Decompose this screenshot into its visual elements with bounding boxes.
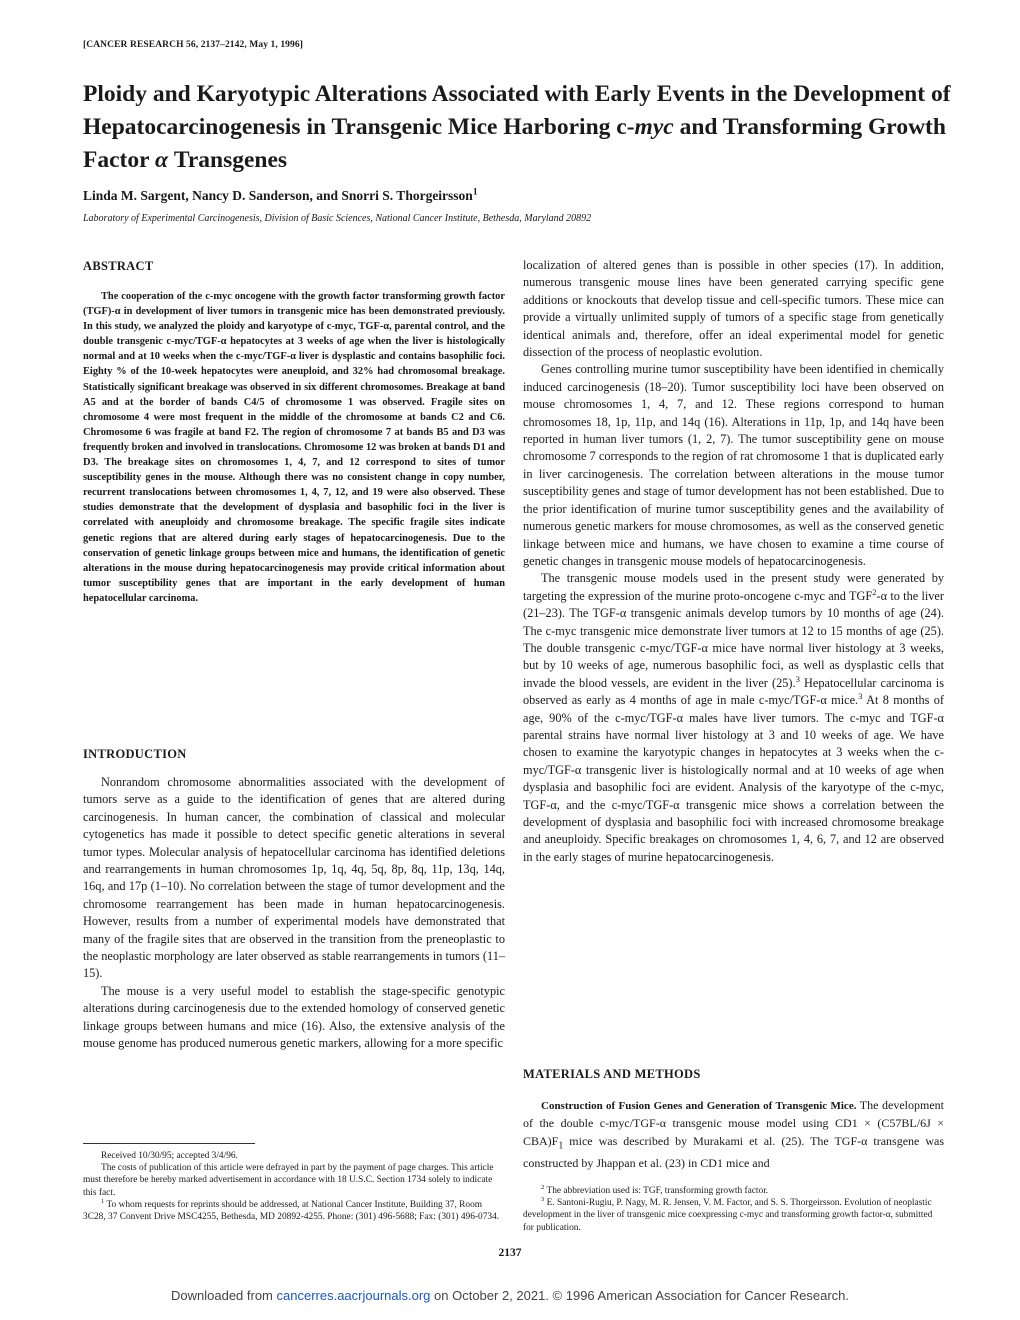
abstract-heading: ABSTRACT (83, 259, 154, 273)
intro-continued-paragraph: localization of altered genes than is possible in other species (17). In addition, numerous transgenic mouse lines have been generated carrying specific gene additions or knockouts that develop tissue and cell-specific tumors. These mice can provide a virtually unlimited supply of tumors of a specific stage from genetically identical animals and, therefore, offer an ideal experimental model for genetic dissection of the process of neoplastic evolution. (523, 258, 944, 360)
article-title: Ploidy and Karyotypic Alterations Associated with Early Events in the Development of Hepatocarcinogenesis in Transgenic Mice Harboring c-myc and Transforming Growth Factor α Transgenes (83, 81, 951, 173)
author-footnote-mark: 1 (472, 187, 478, 198)
costs-note: The costs of publication of this article were defrayed in part by the payment of page charges. This article must therefore be hereby marked advertisement in accordance with 18 U.S.C. Section 1734 solely to indicate this fact. (83, 1163, 494, 1198)
affiliation: Laboratory of Experimental Carcinogenesis, Division of Basic Sciences, National Cancer Institute, Bethesda, Maryland 20892 (83, 213, 592, 224)
footnote-divider (83, 1143, 255, 1144)
methods-subheading: Construction of Fusion Genes and Generation of Transgenic Mice. (541, 1100, 857, 1112)
received-note: Received 10/30/95; accepted 3/4/96. (101, 1151, 238, 1161)
materials-methods-heading: MATERIALS AND METHODS (523, 1067, 701, 1081)
journal-link[interactable]: cancerres.aacrjournals.org (276, 1288, 431, 1303)
methods-paragraph: Construction of Fusion Genes and Generation of Transgenic Mice. The development of the double c-myc/TGF-α transgenic mouse model using $CD1 \times (C57BL/6J \times CBA)F_1$ mice was described by Murakami et al. (25). The TGF-α transgene was constructed by Jhappan et al. (23) in CD1 mice and (523, 1098, 944, 1170)
page-number: 2137 (498, 1247, 522, 1259)
author-list: Linda M. Sargent, Nancy D. Sanderson, and Snorri S. Thorgeirsson$^1$ (83, 187, 478, 203)
intro-paragraph: The mouse is a very useful model to establish the stage-specific genotypic alterations during carcinogenesis due to the extended homology of conserved genetic linkage groups between humans and mice (16). Also, the extensive analysis of the mouse genome has produced numerous genetic markers, allowing for a more specific (83, 983, 505, 1051)
submitted-footnote: $^3$ E. Santoni-Rugiu, P. Nagy, M. R. Jensen, V. M. Factor, and S. S. Thorgeirsson. Evolution of neoplastic development in the liver of transgenic mice coexpressing c-myc and transforming growth factor-α, submitted for publication. (523, 1196, 933, 1233)
right-column-body (523, 257, 944, 866)
intro-paragraph: Genes controlling murine tumor susceptibility have been identified in chemically induced carcinogenesis (18–20). Tumor susceptibility loci have been observed on mouse chromosomes 1, 4, 7, and 12. These regions correspond to human chromosomes 18, 1p, 11p, and 14q (16). Alterations in 11p, 1p, and 14q have been reported in human liver tumors (1, 2, 7). The tumor susceptibility gene on mouse chromosome 7 corresponds to the region of rat chromosome 1 that is duplicated early in liver carcinogenesis. The correlation between alterations in the mouse tumor susceptibility genes and stage of tumor development has not been established. Due to the prior identification of murine tumor susceptibility genes and the availability of numerous genetic markers for mouse chromosomes, as well as the conserved genetic linkage between mice and humans, we have chosen to examine a time course of genetic changes in transgenic mouse models of hepatocarcinogenesis. (523, 362, 944, 568)
intro-paragraph: The transgenic mouse models used in the present study were generated by targeting the expression of the murine proto-oncogene c-myc and TGF$^2$-α to the liver (21–23). The TGF-α transgenic animals develop tumors by 10 months of age (24). The c-myc transgenic mice demonstrate liver tumors at 12 to 15 months of age (25). The double transgenic c-myc/TGF-α mice have normal liver histology at 3 weeks, but by 10 weeks of age, numerous basophilic foci, as well as dysplastic cells that invade the blood vessels, are evident in the liver (25).$^3$ Hepatocellular carcinoma is observed as early as 4 months of age in male c-myc/TGF-α mice.$^3$ At 8 months of age, 90% of the c-myc/TGF-α males have liver tumors. The c-myc and TGF-α parental strains have normal liver histology at 3 and 10 weeks of age. We have chosen to examine the karyotypic changes in hepatocytes at 3 weeks when the c-myc/TGF-α transgenic liver is histologically normal and at 10 weeks of age when dysplasia and basophilic foci are evident. Analysis of the karyotype of the c-myc, TGF-α, and the c-myc/TGF-α transgenic mice shows a correlation between the development of dysplasia and basophilic foci with increased chromosome breakage and aneuploidy. Specific breakages on chromosomes 1, 4, 6, 7, and 12 are observed in the early stages of murine hepatocarcinogenesis. (523, 571, 944, 864)
download-notice: Downloaded from cancerres.aacrjournals.org on October 2, 2021. © 1996 American Association for Cancer Research. (171, 1288, 849, 1303)
reprint-footnote: $^1$ To whom requests for reprints should be addressed, at National Cancer Institute, Building 37, Room 3C28, 37 Convent Drive MSC4255, Bethesda, MD 20892-4255. Phone: (301) 496-5688; Fax: (301) 496-0734. (83, 1197, 500, 1223)
journal-reference: [CANCER RESEARCH 56, 2137–2142, May 1, 1996] (83, 40, 303, 50)
introduction-body (83, 774, 505, 1053)
abbreviation-footnote: $^2$ The abbreviation used is: TGF, transforming growth factor. (541, 1183, 769, 1196)
abstract-text: The cooperation of the c-myc oncogene with the growth factor transforming growth factor (TGF)-α in development of liver tumors in transgenic mice has been demonstrated previously. In this study, we analyzed the ploidy and karyotype of c-myc, TGF-α, parental control, and the double transgenic c-myc/TGF-α hepatocytes at 3 weeks of age when the liver is histologically normal and at 10 weeks when the c-myc/TGF-α liver is dysplastic and contains basophilic foci. Eighty % of the 10-week hepatocytes were aneuploid, and 32% had chromosomal breakage. Statistically significant breakage was observed in six different chromosomes. Breakage at band A5 and at the border of bands C4/5 of chromosome 1 was observed. Fragile sites on chromosome 4 were most frequent in the middle of the chromosome at bands C2 and C6. Chromosome 6 was fragile at band F2. The region of chromosome 7 at bands B5 and D3 was frequently broken and involved in translocations. Chromosome 12 was broken at bands D1 and D3. The breakage sites on chromosomes 1, 4, 7, and 12 correspond to sites of tumor susceptibility genes in the mouse. Although there was no consistent change in copy number, recurrent translocations between chromosomes 1, 4, 7, 12, and 19 were also observed. These studies demonstrate that the development of dysplasia and basophilic foci in the liver is correlated with aneuploidy and chromosome breakage. The specific fragile sites indicate genetic regions that are altered during early stages of hepatocarcinogenesis. Due to the conservation of genetic linkage groups between mice and humans, the identification of genetic alterations in the mouse during hepatocarcinogenesis may provide critical information about tumor susceptibility genes that are important in the early development of human hepatocellular carcinoma. (83, 291, 505, 604)
intro-paragraph: Nonrandom chromosome abnormalities associated with the development of tumors serve as a guide to the identification of genes that are altered during carcinogenesis. In human cancer, the combination of classical and molecular cytogenetics has made it possible to detect specific genetic alterations in several tumor types. Molecular analysis of hepatocellular carcinoma has identified deletions and rearrangements in human chromosomes 1p, 1q, 4q, 5q, 8p, 8q, 11p, 13q, 14q, 16q, and 17p (1–10). No correlation between the stage of tumor development and the chromosome rearrangement has been made in human hepatocarcinogenesis. However, results from a number of experimental models have demonstrated that many of the fragile sites that are observed in the transition from the preneoplastic to the neoplastic morphology are later observed as stable rearrangements in tumors (11–15). (83, 775, 505, 981)
footnotes-right (523, 1185, 944, 1234)
materials-methods-body (523, 1097, 944, 1172)
introduction-heading: INTRODUCTION (83, 747, 187, 761)
footnotes-left (83, 1150, 505, 1223)
